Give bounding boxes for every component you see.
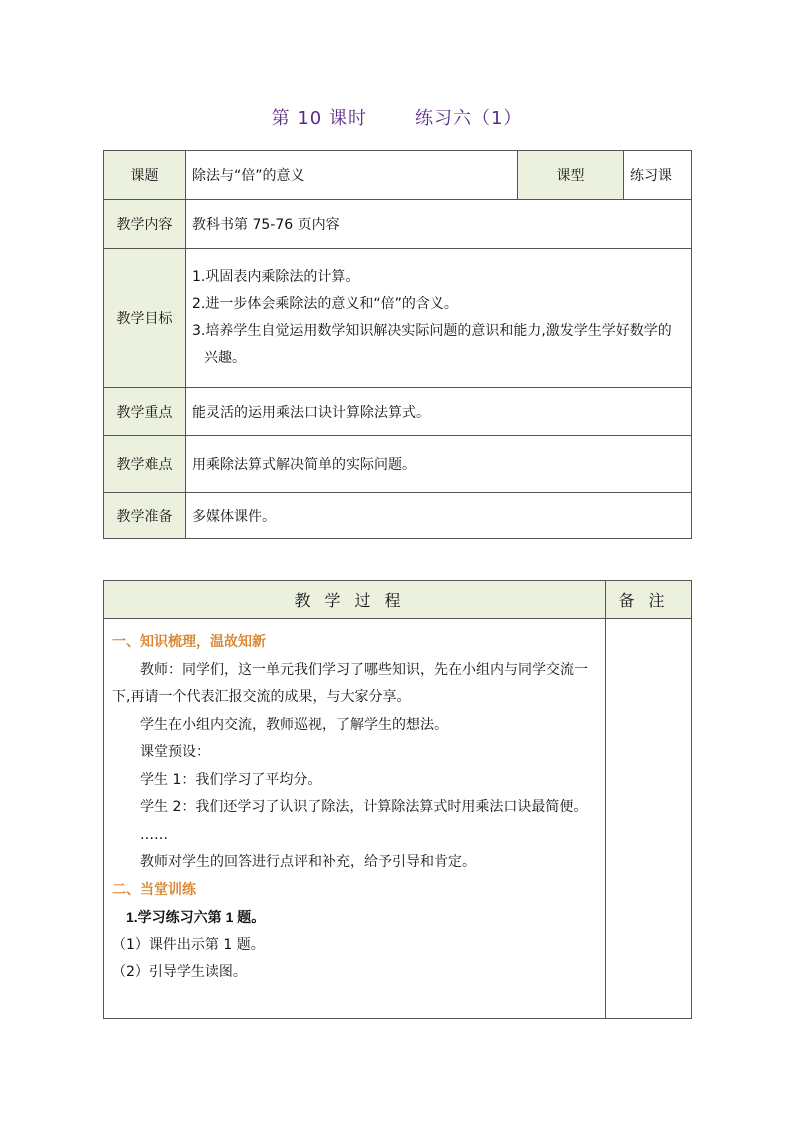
difficulty-label: 教学难点: [104, 436, 186, 493]
key-point-label: 教学重点: [104, 388, 186, 436]
goal-item: 2.进一步体会乘除法的意义和“倍”的含义。: [192, 296, 458, 312]
lesson-topic: 练习六（1）: [414, 108, 523, 129]
paragraph: 课堂预设：: [140, 744, 210, 760]
topic-label: 课题: [104, 151, 186, 200]
notes-header: 备注: [606, 581, 692, 619]
goals-label: 教学目标: [104, 249, 186, 388]
exercise-title: 1.学习练习六第 1 题。: [126, 909, 266, 925]
process-content: [104, 619, 606, 1019]
paragraph: 学生 2：我们还学习了认识了除法，计算除法算式时用乘法口诀最简便。: [140, 799, 588, 815]
exercise-step: （1）课件出示第 1 题。: [112, 936, 265, 953]
goal-item: 1.巩固表内乘除法的计算。: [192, 269, 360, 285]
paragraph: 教师对学生的回答进行点评和补充，给予引导和肯定。: [140, 854, 476, 870]
prep-label: 教学准备: [104, 493, 186, 539]
content-value: 教科书第 75-76 页内容: [186, 200, 692, 249]
teaching-process-table: [103, 580, 692, 1019]
paragraph: 学生在小组内交流，教师巡视，了解学生的想法。: [140, 716, 448, 733]
difficulty-value: 用乘除法算式解决简单的实际问题。: [186, 436, 692, 493]
goal-item: 3.培养学生自觉运用数学知识解决实际问题的意识和能力,激发学生学好数学的兴趣。: [192, 323, 672, 366]
notes-column: [606, 619, 692, 1019]
prep-value: 多媒体课件。: [186, 493, 692, 539]
exercise-step: （2）引导学生读图。: [112, 964, 247, 980]
lesson-info-table: [103, 150, 692, 539]
section-title: 一、知识梳理，温故知新: [112, 634, 266, 650]
paragraph: ……: [140, 826, 168, 843]
page-title: [0, 104, 794, 130]
topic-value: 除法与“倍”的意义: [186, 151, 518, 200]
process-header: 教学过程: [104, 581, 606, 619]
lesson-number: 第 10 课时: [271, 108, 367, 129]
content-label: 教学内容: [104, 200, 186, 249]
type-value: 练习课: [624, 151, 692, 200]
key-point-value: 能灵活的运用乘法口诀计算除法算式。: [186, 388, 692, 436]
paragraph: 教师：同学们，这一单元我们学习了哪些知识，先在小组内与同学交流一下,再请一个代表汇报交流的成果，与大家分享。: [112, 661, 588, 705]
type-label: 课型: [518, 151, 624, 200]
goals-list: [186, 249, 692, 388]
section-title: 二、当堂训练: [112, 881, 196, 898]
paragraph: 学生 1：我们学习了平均分。: [140, 771, 322, 788]
